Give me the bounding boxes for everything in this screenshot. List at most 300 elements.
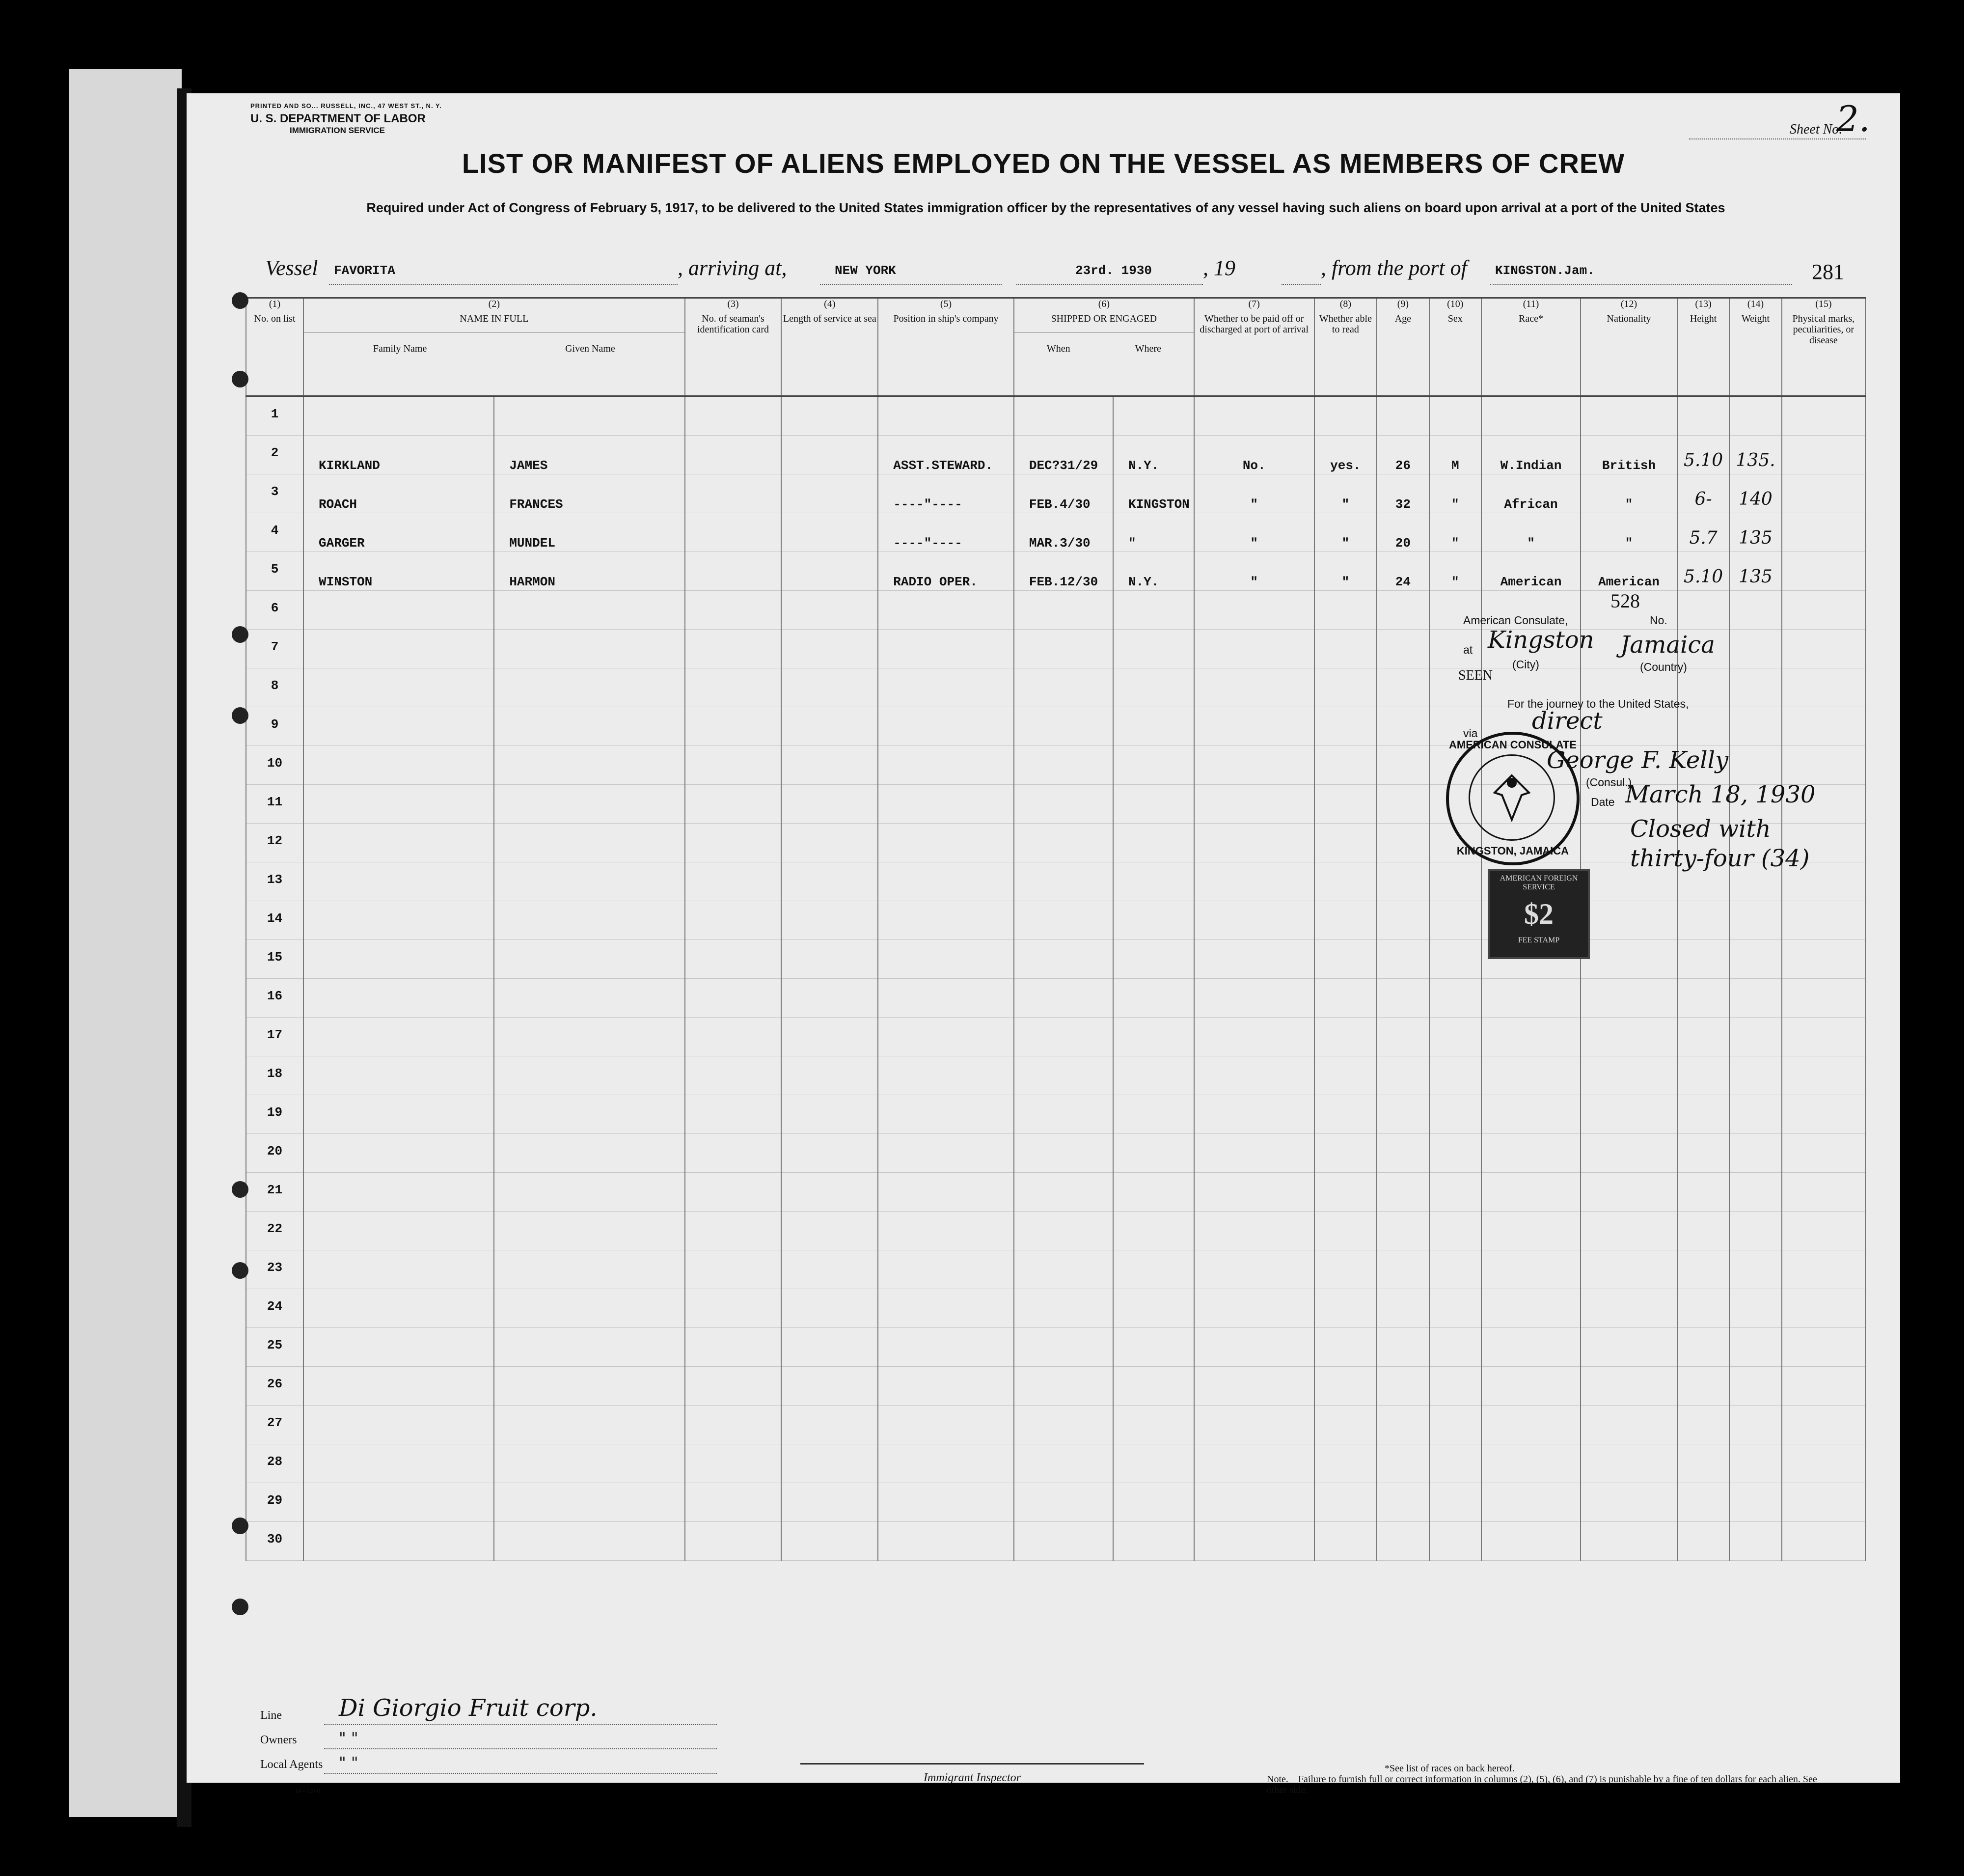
cell-when [1014,668,1113,707]
cell-where [1113,1056,1194,1095]
when-value: FEB.12/30 [1029,575,1098,589]
cell-when [1014,1018,1113,1056]
cell-card [685,552,782,591]
cell-race [1481,1056,1581,1095]
cell-read [1314,824,1377,862]
cell-weight [1729,1134,1781,1173]
no-value: 24 [267,1299,283,1314]
binding-strip [69,69,182,1817]
cell-position [878,630,1014,668]
cell-sex [1429,1406,1481,1444]
cell-where [1113,552,1194,591]
cell-where [1113,630,1194,668]
cell-race [1481,1173,1581,1212]
cell-weight [1729,436,1781,474]
cell-family [303,1095,494,1134]
col-14-header: (14) Weight [1729,298,1781,396]
table-row [246,1289,1865,1328]
cell-no [246,436,303,474]
table-row [246,1328,1865,1367]
cell-paid-off [1194,940,1314,979]
cell-sex [1429,1173,1481,1212]
agents-label: Local Agents [260,1758,323,1771]
cell-sex [1429,1250,1481,1289]
cell-read [1314,1444,1377,1483]
cell-family [303,1134,494,1173]
cell-position [878,436,1014,474]
cell-race [1481,1522,1581,1561]
cell-sex [1429,1483,1481,1522]
cell-weight [1729,1250,1781,1289]
cell-service [781,862,878,901]
cell-card [685,591,782,630]
punch-hole [232,371,248,387]
department-name: U. S. DEPARTMENT OF LABOR [250,112,426,125]
cell-weight [1729,513,1781,552]
cell-read [1314,668,1377,707]
no-value: 30 [267,1532,283,1546]
no-value: 15 [267,950,283,965]
no-value: 2 [271,445,279,460]
read-value: yes. [1330,458,1361,473]
cell-when [1014,901,1113,940]
cell-no [246,901,303,940]
given-value: FRANCES [509,497,563,512]
consular-country: Jamaica [1620,631,1715,659]
cell-family [303,630,494,668]
vessel-label: Vessel [265,256,318,280]
col-7-header: (7) Whether to be paid off or discharged at port of arrival [1194,298,1314,396]
cell-when [1014,1289,1113,1328]
cell-when [1014,1250,1113,1289]
cell-age [1377,1328,1429,1367]
cell-read [1314,1406,1377,1444]
cell-nationality [1581,1212,1677,1250]
height-value: 5.7 [1689,528,1718,548]
cell-family [303,436,494,474]
cell-nationality [1581,1095,1677,1134]
cell-age [1377,1483,1429,1522]
inspector-signature-line: Immigrant Inspector [800,1763,1144,1785]
cell-age [1377,436,1429,474]
cell-height [1677,1522,1729,1561]
cell-age [1377,474,1429,513]
cell-nationality [1581,1250,1677,1289]
from-port-label: , from the port of [1321,256,1467,280]
cell-family [303,1056,494,1095]
owners-field [260,1729,800,1753]
cell-no [246,1173,303,1212]
cell-family [303,901,494,940]
cell-when [1014,1095,1113,1134]
cell-paid-off [1194,436,1314,474]
cell-when [1014,1444,1113,1483]
position-value: ASST.STEWARD. [893,458,993,473]
cell-height [1677,1483,1729,1522]
cell-when [1014,1212,1113,1250]
position-value: RADIO OPER. [893,575,978,589]
cell-position [878,901,1014,940]
cell-given [494,436,684,474]
consulate-label: American Consulate, [1463,614,1568,627]
cell-read [1314,396,1377,436]
no-value: 29 [267,1493,283,1508]
weight-value: 135 [1739,567,1773,587]
cell-card [685,785,782,824]
cell-where [1113,785,1194,824]
cell-weight [1729,552,1781,591]
cell-where [1113,1406,1194,1444]
table-row [246,474,1865,513]
cell-no [246,824,303,862]
from-port: KINGSTON.Jam. [1495,263,1595,278]
form-code: 14—1240 [295,1788,321,1794]
cell-given [494,1095,684,1134]
cell-family [303,1406,494,1444]
cell-paid-off [1194,707,1314,746]
cell-age [1377,1406,1429,1444]
cell-given [494,1134,684,1173]
cell-service [781,591,878,630]
punch-hole [232,707,248,724]
cell-sex [1429,513,1481,552]
agents-fill [324,1753,717,1774]
weight-value: 135 [1739,528,1773,548]
cell-where [1113,1367,1194,1406]
cell-race [1481,513,1581,552]
punch-hole [232,1262,248,1279]
cell-service [781,979,878,1018]
col-3-header: (3) No. of seaman's identification card [685,298,782,396]
col-12-header: (12) Nationality [1581,298,1677,396]
cell-paid-off [1194,1134,1314,1173]
agents-field [260,1753,800,1778]
cell-sex [1429,474,1481,513]
cell-age [1377,979,1429,1018]
cell-paid-off [1194,396,1314,436]
cell-card [685,1522,782,1561]
cell-service [781,901,878,940]
cell-position [878,1522,1014,1561]
cell-given [494,474,684,513]
cell-age [1377,552,1429,591]
via-value: direct [1532,707,1603,735]
cell-where [1113,862,1194,901]
cell-when [1014,1134,1113,1173]
cell-marks [1782,1250,1865,1289]
cell-position [878,862,1014,901]
cell-card [685,746,782,785]
cell-age [1377,1522,1429,1561]
cell-where [1113,591,1194,630]
cell-position [878,1483,1014,1522]
height-value: 5.10 [1684,450,1723,470]
sex-value: " [1451,575,1459,589]
family-name-header: Family Name [373,343,427,354]
cell-given [494,1522,684,1561]
cell-nationality [1581,1056,1677,1095]
when-header: When [1046,343,1070,354]
cell-marks [1782,1522,1865,1561]
cell-height [1677,1250,1729,1289]
cell-position [878,1095,1014,1134]
no-value: 19 [267,1105,283,1120]
cell-weight [1729,1212,1781,1250]
cell-family [303,1444,494,1483]
cell-family [303,396,494,436]
cell-where [1113,1289,1194,1328]
no-value: 11 [267,795,283,809]
cell-paid-off [1194,513,1314,552]
cell-marks [1782,1212,1865,1250]
cell-sex [1429,1328,1481,1367]
col-15-header: (15) Physical marks, peculiarities, or disease [1782,298,1865,396]
cell-position [878,552,1014,591]
closure-note-line1: Closed with [1630,815,1771,843]
race-value: " [1527,536,1535,551]
cell-marks [1782,1444,1865,1483]
cell-weight [1729,1522,1781,1561]
cell-where [1113,1018,1194,1056]
cell-when [1014,707,1113,746]
cell-card [685,513,782,552]
col-9-header: (9) Age [1377,298,1429,396]
cell-service [781,1367,878,1406]
journey-label: For the journey to the United States, [1507,697,1689,710]
arriving-port: NEW YORK [835,263,896,278]
via-label: via [1463,727,1478,740]
cell-race [1481,436,1581,474]
cell-where [1113,1173,1194,1212]
cell-position [878,591,1014,630]
cell-where [1113,940,1194,979]
cell-marks [1782,474,1865,513]
cell-service [781,1250,878,1289]
table-row [246,1095,1865,1134]
no-value: 7 [271,639,279,654]
visa-date: March 18, 1930 [1625,781,1816,808]
cell-no [246,1056,303,1095]
cell-when [1014,862,1113,901]
cell-sex [1429,1367,1481,1406]
cell-paid-off [1194,668,1314,707]
cell-sex [1429,436,1481,474]
cell-when [1014,1406,1113,1444]
cell-age [1377,1250,1429,1289]
cell-service [781,824,878,862]
cell-service [781,1018,878,1056]
cell-age [1377,746,1429,785]
cell-marks [1782,1483,1865,1522]
no-value: 22 [267,1221,283,1236]
cell-position [878,979,1014,1018]
printer-imprint: PRINTED AND SO... RUSSELL, INC., 47 WEST ST., N. Y. [250,102,442,110]
cell-given [494,1212,684,1250]
cell-paid-off [1194,474,1314,513]
cell-card [685,1056,782,1095]
cell-service [781,513,878,552]
cell-no [246,396,303,436]
cell-sex [1429,1289,1481,1328]
no-value: 17 [267,1027,283,1042]
cell-height [1677,474,1729,513]
cell-when [1014,1483,1113,1522]
cell-paid-off [1194,1250,1314,1289]
cell-position [878,1212,1014,1250]
cell-service [781,396,878,436]
cell-family [303,862,494,901]
no-value: 25 [267,1338,283,1352]
cell-given [494,1328,684,1367]
table-row [246,552,1865,591]
cell-when [1014,552,1113,591]
cell-no [246,630,303,668]
cell-no [246,1018,303,1056]
cell-position [878,1250,1014,1289]
cell-read [1314,1018,1377,1056]
cell-paid-off [1194,1289,1314,1328]
cell-read [1314,1483,1377,1522]
cell-nationality [1581,1367,1677,1406]
family-value: ROACH [319,497,357,512]
cell-when [1014,1173,1113,1212]
cell-no [246,1289,303,1328]
table-row [246,1250,1865,1289]
cell-given [494,668,684,707]
line-label: Line [260,1709,282,1722]
cell-service [781,746,878,785]
cell-read [1314,1212,1377,1250]
race-value: American [1500,575,1562,589]
cell-when [1014,396,1113,436]
cell-where [1113,668,1194,707]
cell-position [878,785,1014,824]
cell-given [494,552,684,591]
cell-card [685,1018,782,1056]
cell-nationality [1581,1522,1677,1561]
cell-read [1314,979,1377,1018]
table-row [246,513,1865,552]
year-fill [1282,255,1321,285]
no-value: 8 [271,678,279,693]
cell-service [781,1173,878,1212]
cell-card [685,1212,782,1250]
sheet-number-label: Sheet No. [1790,122,1843,137]
sex-value: M [1451,458,1459,473]
cell-service [781,1483,878,1522]
cell-when [1014,591,1113,630]
cell-nationality [1581,1483,1677,1522]
cell-weight [1729,474,1781,513]
given-value: JAMES [509,458,548,473]
cell-age [1377,824,1429,862]
no-value: 9 [271,717,279,732]
cell-family [303,552,494,591]
cell-position [878,513,1014,552]
cell-where [1113,1522,1194,1561]
cell-nationality [1581,1444,1677,1483]
weight-value: 135. [1736,450,1775,470]
cell-service [781,1522,878,1561]
cell-race [1481,1483,1581,1522]
cell-paid-off [1194,1095,1314,1134]
cell-where [1113,901,1194,940]
cell-given [494,513,684,552]
cell-read [1314,862,1377,901]
stamp-value: $2 [1524,898,1554,930]
cell-given [494,1406,684,1444]
cell-no [246,552,303,591]
cell-service [781,1095,878,1134]
cell-marks [1782,1289,1865,1328]
cell-read [1314,1328,1377,1367]
cell-no [246,1367,303,1406]
cell-where [1113,1212,1194,1250]
col-13-header: (13) Height [1677,298,1729,396]
cell-paid-off [1194,1406,1314,1444]
cell-given [494,824,684,862]
cell-read [1314,1134,1377,1173]
cell-nationality [1581,474,1677,513]
cell-position [878,1134,1014,1173]
cell-age [1377,901,1429,940]
cell-paid-off [1194,1173,1314,1212]
cell-race [1481,1250,1581,1289]
cell-when [1014,940,1113,979]
no-value: 23 [267,1260,283,1275]
stamp-top-text: AMERICAN FOREIGN SERVICE [1500,874,1578,891]
no-value: 4 [271,523,279,538]
read-value: " [1341,497,1350,512]
cell-where [1113,1444,1194,1483]
cell-marks [1782,1406,1865,1444]
paid-off-value: No. [1242,458,1266,473]
cell-given [494,1367,684,1406]
cell-where [1113,1483,1194,1522]
cell-service [781,1212,878,1250]
line-field [260,1694,800,1729]
race-footnote: *See list of races on back hereof. [1385,1763,1515,1774]
given-value: MUNDEL [509,536,555,551]
cell-age [1377,707,1429,746]
cell-service [781,707,878,746]
no-value: 27 [267,1415,283,1430]
age-value: 26 [1395,458,1411,473]
cell-paid-off [1194,591,1314,630]
cell-when [1014,1328,1113,1367]
cell-sex [1429,396,1481,436]
cell-weight [1729,1328,1781,1367]
cell-sex [1429,1095,1481,1134]
cell-paid-off [1194,824,1314,862]
table-row [246,396,1865,436]
cell-race [1481,1406,1581,1444]
cell-marks [1782,552,1865,591]
cell-no [246,746,303,785]
cell-read [1314,436,1377,474]
cell-where [1113,707,1194,746]
cell-weight [1729,1289,1781,1328]
sheet-number-value: 2. [1836,98,1870,139]
cell-no [246,1522,303,1561]
no-value: 16 [267,989,283,1003]
cell-card [685,1095,782,1134]
cell-card [685,1134,782,1173]
weight-value: 140 [1739,489,1773,509]
age-value: 24 [1395,575,1411,589]
cell-service [781,668,878,707]
cell-no [246,862,303,901]
